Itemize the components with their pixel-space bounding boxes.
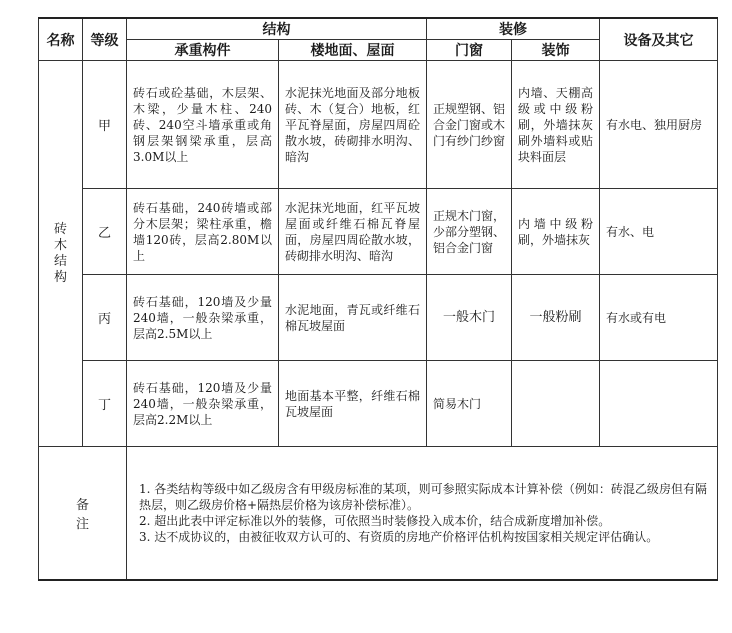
header-grade: 等级 [83,18,127,61]
load-bearing-cell: 砖石基础，120墙及少量240墙，一般杂梁承重，层高2.5M以上 [127,275,279,361]
floor-roof-cell: 地面基本平整，纤维石棉瓦坡屋面 [279,361,427,447]
floor-roof-cell: 水泥抹光地面及部分地板砖、木（复合）地板，红平瓦脊屋面，房屋四周砼散水坡，砖砌排水明沟、暗沟 [279,61,427,189]
header-doors-windows: 门窗 [427,40,512,61]
header-load-bearing: 承重构件 [127,40,279,61]
category-cell [39,61,83,447]
finish-cell: 内墙中级粉刷，外墙抹灰 [512,189,600,275]
doors-windows-cell: 正规木门窗，少部分塑钢、铝合金门窗 [427,189,512,275]
floor-roof-cell: 水泥地面，青瓦或纤维石棉瓦坡屋面 [279,275,427,361]
header-structure: 结构 [127,18,427,40]
load-bearing-cell: 砖石基础，240砖墙或部分木层架；梁柱承重，檐墙120砖，层高2.80M以上 [127,189,279,275]
doors-windows-cell: 简易木门 [427,361,512,447]
equipment-cell: 有水或有电 [600,275,718,361]
finish-cell: 一般粉刷 [512,275,600,361]
grade-cell: 丙 [83,275,127,361]
note-item-2: 2. 超出此表中评定标准以外的装修，可依照当时装修投入成本价，结合成新度增加补偿。 [139,513,611,528]
load-bearing-cell: 砖石基础，120墙及少量240墙，一般杂梁承重，层高2.2M以上 [127,361,279,447]
table-row [39,275,718,361]
floor-roof-cell: 水泥抹光地面，红平瓦坡屋面或纤维石棉瓦脊屋面，房屋四周砼散水坡，砖砌排水明沟、暗沟 [279,189,427,275]
load-bearing-cell: 砖石或砼基础，木层架、木梁，少量木柱、240砖、240空斗墙承重或角钢层架钢梁承重，层高3.0M以上 [127,61,279,189]
finish-cell: 内墙、天棚高级或中级粉刷，外墙抹灰刷外墙料或贴块料面层 [512,61,600,189]
table-row [39,361,718,447]
grade-cell: 丁 [83,361,127,447]
category-label: 砖木结构 [53,221,67,285]
header-floor-roof: 楼地面、屋面 [279,40,427,61]
grade-cell: 乙 [83,189,127,275]
notes-cell [127,447,718,580]
header-name: 名称 [39,18,83,61]
finish-cell [512,361,600,447]
table-row [39,61,718,189]
table-row [39,189,718,275]
grade-cell: 甲 [83,61,127,189]
equipment-cell: 有水电、独用厨房 [600,61,718,189]
doors-windows-cell: 一般木门 [427,275,512,361]
note-item-3: 3. 达不成协议的，由被征收双方认可的、有资质的房地产价格评估机构按国家相关规定评估确认。 [139,529,659,544]
header-finish: 装饰 [512,40,600,61]
header-equipment: 设备及其它 [600,18,718,61]
equipment-cell: 有水、电 [600,189,718,275]
notes-row [39,447,718,580]
compensation-standard-table [38,17,718,581]
note-item-1: 1. 各类结构等级中如乙级房含有甲级房标准的某项，则可参照实际成本计算补偿（例如：砖混乙级房但有隔热层，则乙级房价格+隔热层价格为该房补偿标准）。 [139,481,707,512]
header-decoration: 装修 [427,18,600,40]
doors-windows-cell: 正规塑钢、铝合金门窗或木门有纱门纱窗 [427,61,512,189]
notes-label: 备注 [39,447,127,580]
equipment-cell [600,361,718,447]
